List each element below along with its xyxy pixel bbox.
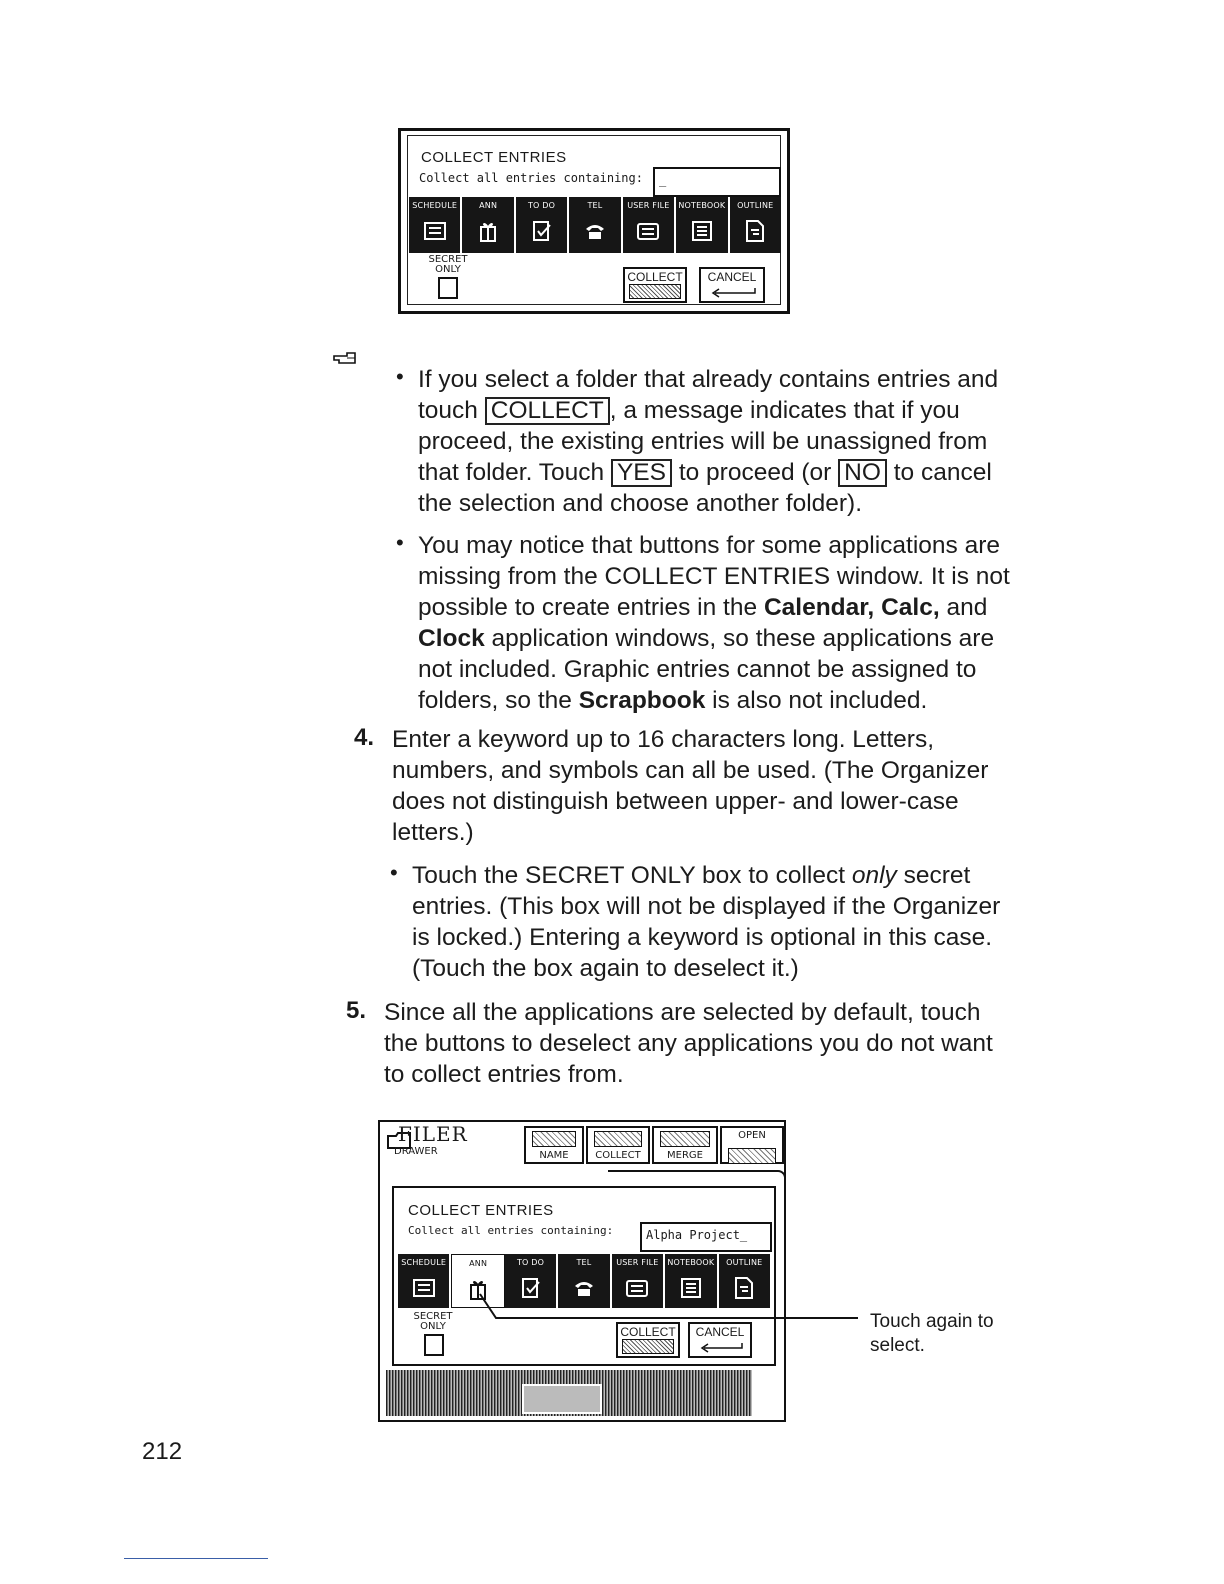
dialog-title: COLLECT ENTRIES	[408, 1202, 554, 1219]
keyword-input[interactable]: Alpha Project_	[640, 1222, 772, 1252]
text-line	[418, 592, 1078, 623]
app-label: USER FILE	[627, 201, 670, 210]
text-span: , a message indicates that if you	[609, 397, 960, 424]
secret-label-bottom: ONLY	[435, 264, 461, 275]
app-label: SCHEDULE	[412, 201, 458, 210]
bullet: •	[390, 860, 398, 885]
text-span: is also not included.	[712, 687, 928, 714]
app-button-user-file[interactable]	[623, 197, 676, 253]
secret-label-top: SECRET	[413, 1311, 453, 1322]
yes-key: YES	[611, 459, 672, 487]
collect-top-button[interactable]	[586, 1126, 650, 1164]
app-label: TO DO	[527, 201, 556, 210]
dialog-title: COLLECT ENTRIES	[421, 149, 567, 166]
text-line: missing from the COLLECT ENTRIES window. It is not	[418, 563, 1010, 590]
text-span: Touch the SECRET ONLY box to collect	[412, 862, 846, 889]
cancel-button-label: CANCEL	[695, 1325, 745, 1339]
app-button-ann[interactable]	[462, 197, 515, 253]
text-span: possible to create entries in the	[418, 594, 758, 621]
bullet: •	[396, 364, 404, 389]
app-label: ANN	[479, 201, 498, 210]
enter-icon	[629, 284, 681, 299]
secret-label-top: SECRET	[428, 254, 468, 265]
step-4-sub-text	[412, 860, 1082, 984]
text-line: to collect entries from.	[384, 1061, 624, 1088]
note-paragraph-2	[418, 530, 1078, 716]
app-button-tel[interactable]	[569, 197, 622, 253]
schedule-icon	[412, 1276, 436, 1300]
app-label: ANN	[469, 1259, 488, 1268]
filer-subtitle: DRAWER	[394, 1146, 438, 1157]
text-line: (Touch the box again to deselect it.)	[412, 955, 799, 982]
collect-button-label: COLLECT	[620, 1325, 676, 1339]
collect-button[interactable]	[623, 267, 687, 303]
secret-only-checkbox[interactable]	[424, 1334, 444, 1356]
text-bold: Calendar,	[763, 594, 875, 621]
text-span: to cancel	[893, 459, 992, 486]
collect-entries-dialog	[398, 128, 790, 314]
merge-icon	[660, 1131, 710, 1147]
secret-only-checkbox[interactable]	[438, 277, 458, 299]
notebook-icon	[690, 219, 714, 243]
name-icon	[532, 1131, 576, 1147]
no-key: NO	[838, 459, 887, 487]
telephone-icon	[583, 219, 607, 243]
text-line: If you select a folder that already contains entries and	[418, 366, 999, 393]
text-span: that folder. Touch	[418, 459, 605, 486]
text-span: application windows, so these applications are	[491, 625, 995, 652]
text-line: numbers, and symbols can all be used. (The Organizer	[392, 757, 989, 784]
user-file-icon	[636, 219, 660, 243]
app-label: OUTLINE	[726, 1258, 763, 1267]
app-label: TEL	[576, 1258, 592, 1267]
callout-text	[870, 1310, 994, 1358]
app-button-schedule[interactable]	[409, 197, 462, 253]
collect-top-button-label: COLLECT	[595, 1150, 641, 1161]
anniversary-icon	[476, 219, 500, 243]
filer-window	[378, 1120, 786, 1422]
text-line: not included. Graphic entries cannot be assigned to	[418, 656, 977, 683]
open-button[interactable]	[720, 1126, 784, 1164]
app-label: SCHEDULE	[401, 1258, 447, 1267]
open-button-label: OPEN	[738, 1130, 766, 1141]
drawer-slot	[522, 1384, 602, 1414]
app-button-todo[interactable]	[516, 197, 569, 253]
app-button-outline[interactable]	[730, 197, 781, 253]
secret-only-label	[423, 255, 473, 275]
secret-only-label	[408, 1312, 458, 1332]
app-label: NOTEBOOK	[678, 201, 726, 210]
text-line: the buttons to deselect any applications you do not want	[384, 1030, 993, 1057]
text-line: Since all the applications are selected by default, touch	[384, 999, 981, 1026]
text-bold: Clock	[418, 625, 485, 652]
text-line	[418, 623, 1078, 654]
footer-rule	[124, 1558, 268, 1559]
note-paragraph-1	[418, 364, 1078, 519]
name-button[interactable]	[524, 1126, 584, 1164]
collect-button-label: COLLECT	[627, 270, 683, 284]
text-line: Enter a keyword up to 16 characters long. Letters,	[392, 726, 935, 753]
callout-line: Touch again to	[870, 1311, 994, 1332]
text-line	[418, 685, 1078, 716]
page-number: 212	[142, 1438, 183, 1465]
text-bold: Scrapbook	[578, 687, 706, 714]
keyword-input[interactable]: _	[653, 167, 781, 197]
bullet: •	[396, 530, 404, 555]
text-line: is locked.) Entering a keyword is optional in this case.	[412, 924, 993, 951]
collect-entries-dialog-filer	[392, 1186, 776, 1366]
schedule-icon	[423, 219, 447, 243]
callout-leader-line	[470, 1290, 860, 1330]
dialog-subtitle: Collect all entries containing:	[408, 1224, 614, 1237]
return-arrow-icon	[694, 1341, 748, 1354]
outline-icon	[743, 219, 767, 243]
app-label: TEL	[587, 201, 603, 210]
enter-icon	[728, 1148, 776, 1164]
text-line: entries. (This box will not be displayed if the Organizer	[412, 893, 1001, 920]
app-label: USER FILE	[616, 1258, 659, 1267]
text-span: and	[946, 594, 988, 621]
step-5-text	[384, 997, 1074, 1090]
name-button-label: NAME	[539, 1150, 569, 1161]
step-number-5: 5.	[346, 997, 367, 1024]
text-line: the selection and choose another folder).	[418, 490, 863, 517]
text-span: touch	[418, 397, 478, 424]
app-label: NOTEBOOK	[667, 1258, 715, 1267]
tab-strip	[608, 1170, 786, 1186]
callout-line: select.	[870, 1335, 925, 1356]
text-span: to proceed (or	[678, 459, 832, 486]
return-arrow-icon	[705, 286, 761, 299]
text-span: folders, so the	[418, 687, 572, 714]
app-button-row	[409, 197, 781, 253]
text-line	[418, 457, 1078, 488]
pointing-hand-icon	[333, 351, 359, 365]
app-button-schedule[interactable]	[398, 1254, 451, 1308]
text-line: letters.)	[392, 819, 474, 846]
cancel-button[interactable]	[699, 267, 765, 303]
merge-button[interactable]	[652, 1126, 718, 1164]
step-number-4: 4.	[354, 724, 375, 751]
step-4-text	[392, 724, 1072, 848]
text-bold: Calc,	[881, 594, 940, 621]
collect-icon	[594, 1131, 642, 1147]
cancel-button-label: CANCEL	[707, 270, 757, 284]
app-button-notebook[interactable]	[676, 197, 729, 253]
text-line: does not distinguish between upper- and lower-case	[392, 788, 959, 815]
merge-button-label: MERGE	[667, 1150, 703, 1161]
todo-icon	[530, 219, 554, 243]
text-line	[418, 395, 1078, 426]
text-line: proceed, the existing entries will be unassigned from	[418, 428, 988, 455]
filer-title: FILER	[398, 1122, 468, 1146]
collect-key: COLLECT	[485, 397, 610, 425]
text-span: secret	[903, 862, 971, 889]
text-italic: only	[851, 862, 897, 889]
app-label: TO DO	[516, 1258, 545, 1267]
app-label: OUTLINE	[737, 201, 774, 210]
dialog-subtitle: Collect all entries containing:	[419, 171, 643, 185]
enter-icon	[622, 1339, 674, 1354]
secret-label-bottom: ONLY	[420, 1321, 446, 1332]
text-line: You may notice that buttons for some applications are	[418, 532, 1000, 559]
text-line	[412, 860, 1082, 891]
